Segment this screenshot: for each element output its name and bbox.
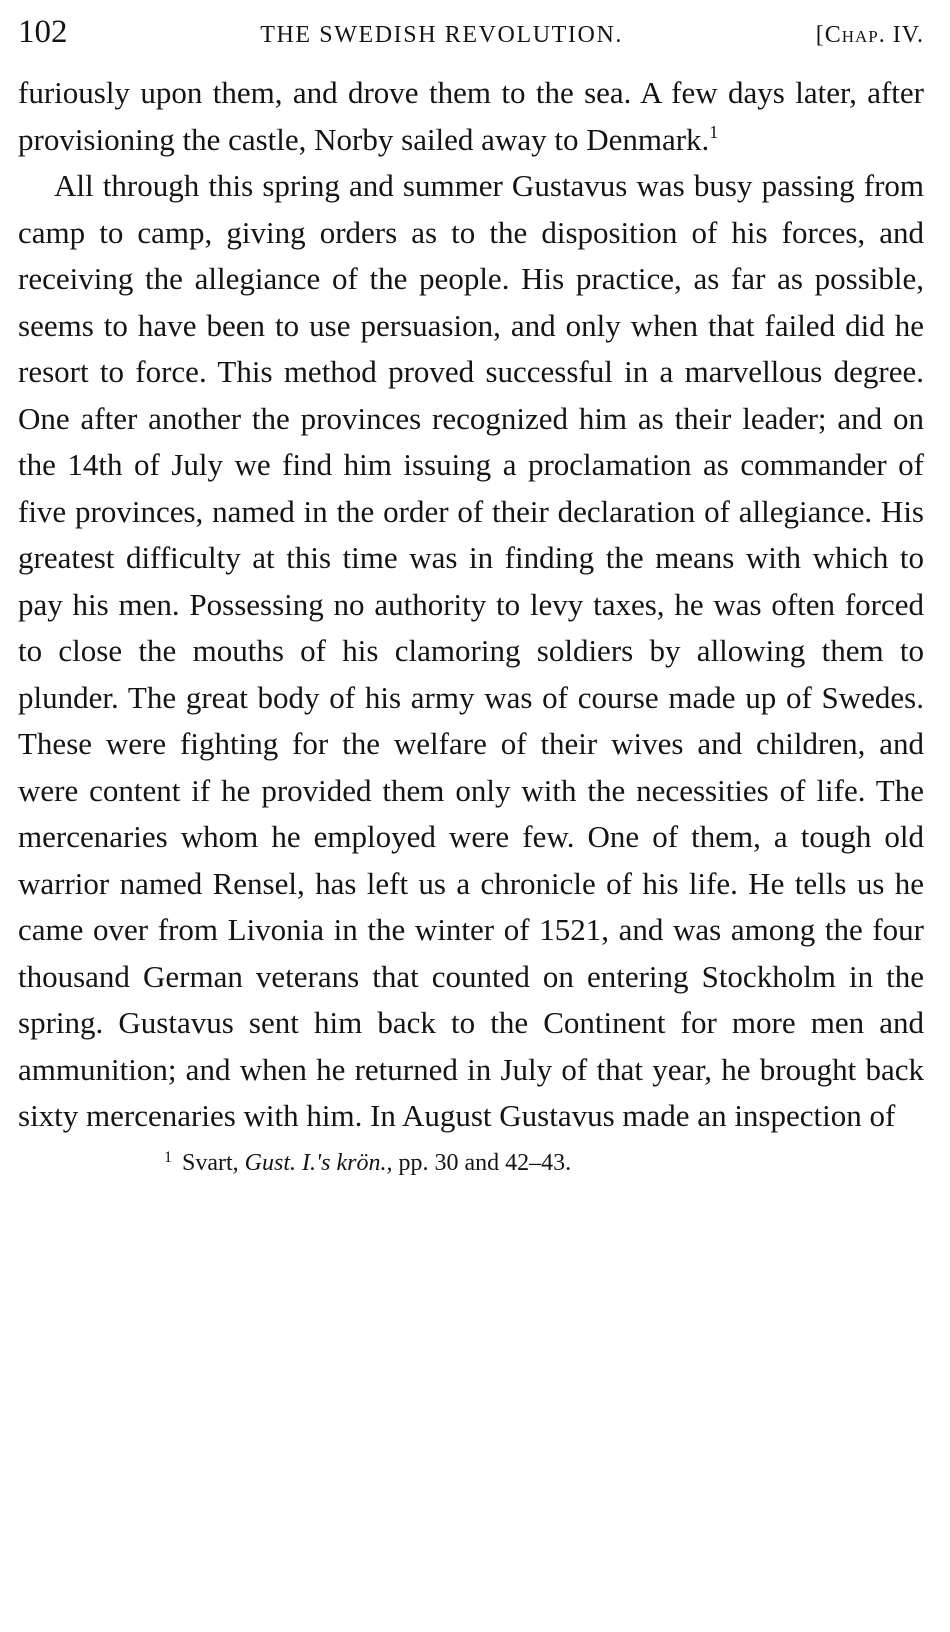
footnote-author: Svart, — [182, 1149, 239, 1176]
running-title: THE SWEDISH REVOLUTION. — [260, 22, 623, 48]
running-header — [18, 14, 924, 66]
paragraph-text: furiously upon them, and drove them to the sea. A few days later, after provisioning the castle, Norby sailed away to Denmark. — [18, 75, 924, 157]
paragraph-continued — [18, 70, 924, 163]
page-number: 102 — [18, 14, 68, 50]
paragraph-text: All through this spring and summer Gustavus was busy passing from camp to camp, giving orders as to the disposition of his forces, and receiving the allegiance of the people. His practice, as far as possible, seems to have been to use persuasion, and only when that failed did he resort to force. This method proved successful in a marvellous degree. One after another the provinces recognized him as their leader; and on the 14th of July we find him issuing a proclamation as commander of five provinces, named in the order of their declaration of allegiance. His greatest difficulty at this time was in finding the means with which to pay his men. Possessing no authority to levy taxes, he was often forced to close the mouths of his clamoring soldiers by allowing them to plunder. The great body of his army was of course made up of Swedes. These were fighting for the welfare of their wives and children, and were content if he provided them only with the necessities of life. The mercenaries whom he employed were few. One of them, a tough old warrior named Rensel, has left us a chronicle of his life. He tells us he came over from Livonia in the winter of 1521, and was among the four thousand German veterans that counted on entering Stockholm in the spring. Gustavus sent him back to the Continent for more men and ammunition; and when he returned in July of that year, he brought back sixty mercenaries with him. In August Gustavus made an inspection of — [18, 168, 924, 1133]
footnote-reference: 1 — [709, 121, 719, 142]
paragraph — [18, 163, 924, 1140]
footnote-marker: 1 — [164, 1148, 172, 1166]
footnote — [18, 1146, 924, 1180]
chapter-label: [Chap. IV. — [815, 22, 924, 48]
footnote-title: Gust. I.'s krön., — [244, 1149, 393, 1176]
footnote-pages: pp. 30 and 42–43. — [398, 1149, 572, 1176]
body-text — [18, 70, 924, 1140]
